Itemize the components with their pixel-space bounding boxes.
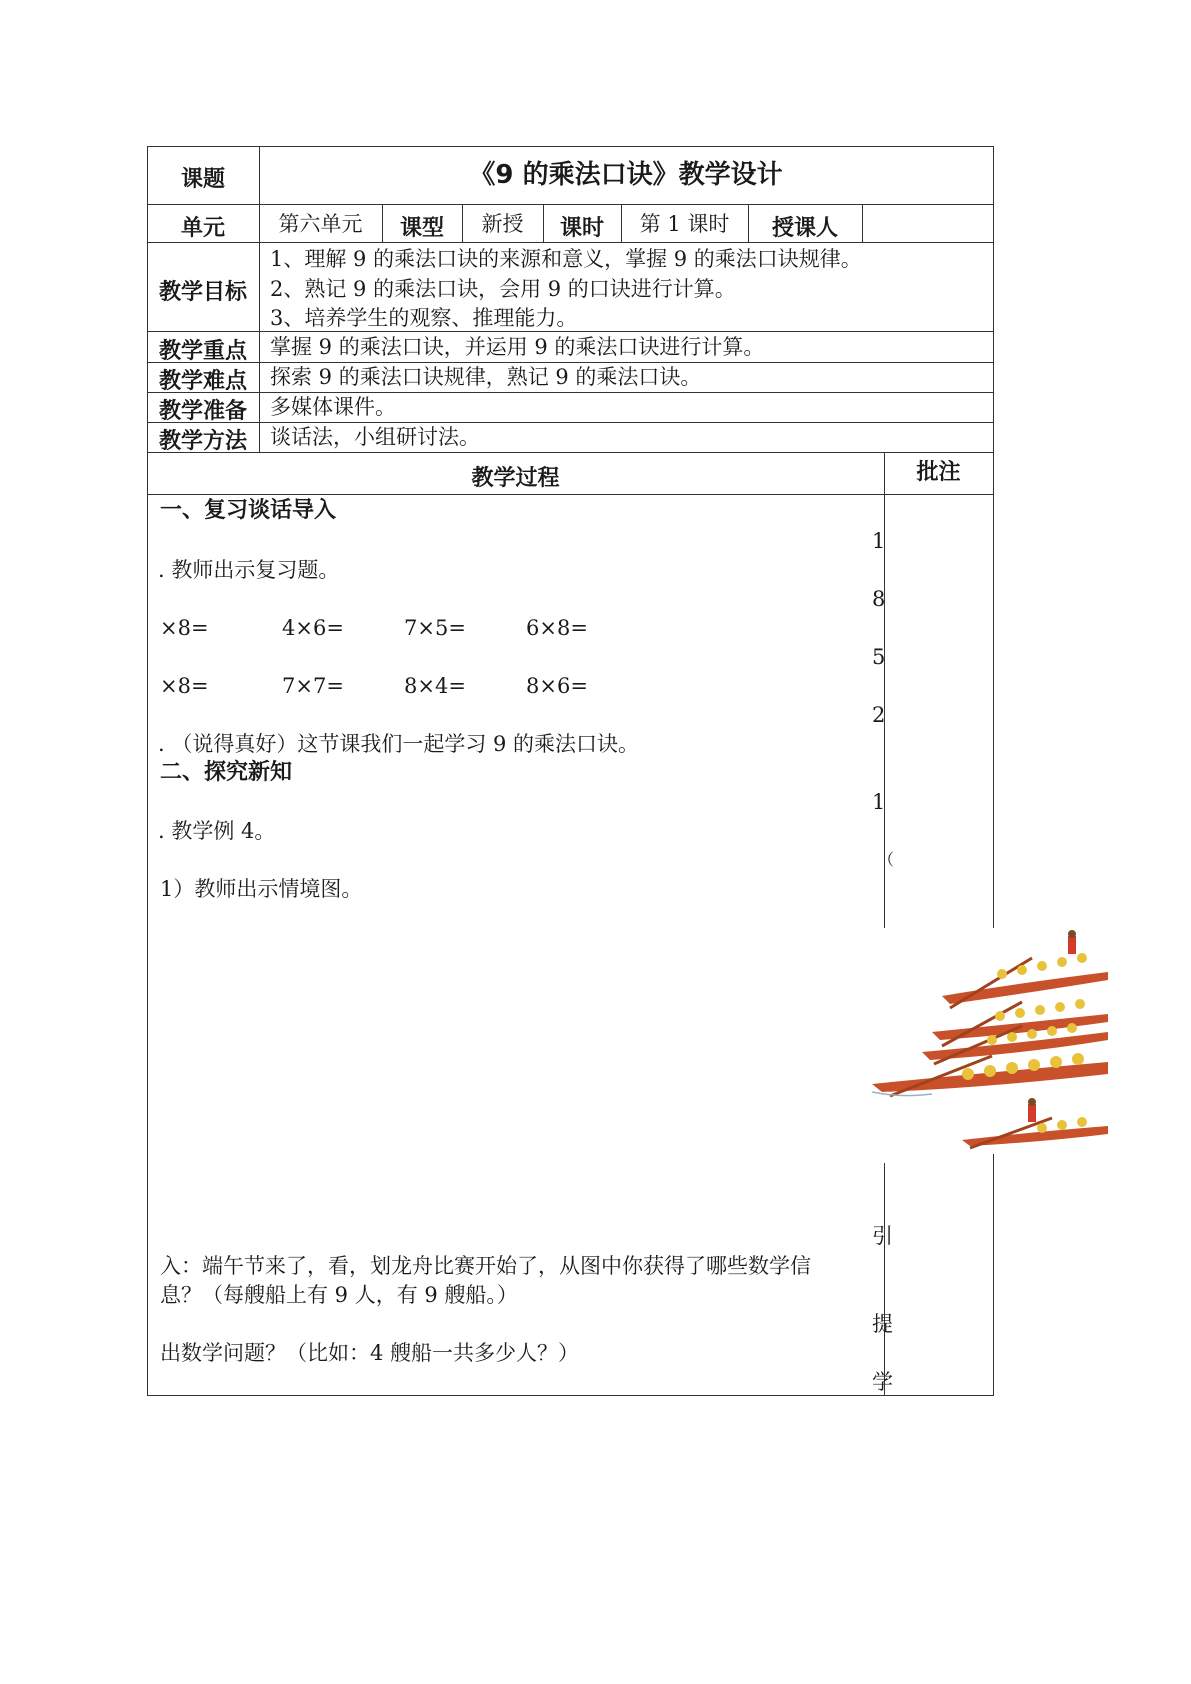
margin-mark: 提 <box>872 1312 893 1336</box>
margin-mark: 5 <box>872 645 886 669</box>
exercise-r1-c3: 7×5= <box>404 616 466 640</box>
objectives-label: 教学目标 <box>158 280 247 305</box>
objective-item-1: 1、理解 9 的乘法口诀的来源和意义，掌握 9 的乘法口诀规律。 <box>270 247 862 271</box>
exercise-r2-c4: 8×6= <box>526 674 588 698</box>
key-points-value: 掌握 9 的乘法口诀，并运用 9 的乘法口诀进行计算。 <box>270 335 765 359</box>
period-value: 第 1 课时 <box>639 212 730 236</box>
exercise-r1-c2: 4×6= <box>282 616 344 640</box>
preparation-label: 教学准备 <box>158 399 247 424</box>
exercise-r2-c3: 8×4= <box>404 674 466 698</box>
margin-mark: 1 <box>872 529 886 553</box>
topic-label: 课题 <box>180 167 225 192</box>
section-1-title: 一、复习谈话导入 <box>160 498 337 523</box>
margin-mark: 2 <box>872 703 886 727</box>
methods-value: 谈话法，小组研讨法。 <box>270 425 480 449</box>
preparation-value: 多媒体课件。 <box>270 395 396 419</box>
margin-mark: （ <box>878 850 895 869</box>
section-1-line-1: . 教师出示复习题。 <box>158 558 340 582</box>
exercise-r2-c1: ×8= <box>160 674 209 698</box>
lesson-type-value: 新授 <box>481 212 524 236</box>
methods-label: 教学方法 <box>158 429 247 454</box>
section-2-title: 二、探究新知 <box>160 760 293 785</box>
exercise-r1-c4: 6×8= <box>526 616 588 640</box>
lesson-type-label: 课型 <box>399 216 444 241</box>
exercise-r2-c2: 7×7= <box>282 674 344 698</box>
section-2-line-1: . 教学例 4。 <box>158 819 276 843</box>
difficulties-label: 教学难点 <box>158 369 247 394</box>
section-1-line-2: . （说得真好）这节课我们一起学习 9 的乘法口诀。 <box>158 732 640 756</box>
notes-header: 批注 <box>916 460 961 485</box>
margin-mark: 1 <box>872 790 886 814</box>
section-2-line-4: 息？（每艘船上有 9 人，有 9 艘船。） <box>160 1283 518 1307</box>
key-points-label: 教学重点 <box>158 339 247 364</box>
exercise-r1-c1: ×8= <box>160 616 209 640</box>
margin-mark: 8 <box>872 587 886 611</box>
section-2-line-5: 出数学问题？（比如：4 艘船一共多少人？） <box>160 1341 580 1365</box>
dragon-boat-image <box>872 928 1108 1154</box>
difficulties-value: 探索 9 的乘法口诀规律，熟记 9 的乘法口诀。 <box>270 365 702 389</box>
section-2-line-3: 入：端午节来了，看，划龙舟比赛开始了，从图中你获得了哪些数学信 <box>160 1254 811 1278</box>
margin-mark: 引 <box>872 1224 893 1248</box>
objective-item-2: 2、熟记 9 的乘法口诀，会用 9 的口诀进行计算。 <box>270 277 736 301</box>
period-label: 课时 <box>559 216 604 241</box>
margin-mark: 学 <box>872 1370 893 1394</box>
unit-label: 单元 <box>180 216 225 241</box>
document-title: 《9 的乘法口诀》教学设计 <box>469 160 783 190</box>
teacher-label: 授课人 <box>771 216 838 241</box>
section-2-line-2: 1）教师出示情境图。 <box>160 877 363 901</box>
unit-value: 第六单元 <box>278 212 363 236</box>
objective-item-3: 3、培养学生的观察、推理能力。 <box>270 306 578 330</box>
process-header: 教学过程 <box>471 466 560 491</box>
